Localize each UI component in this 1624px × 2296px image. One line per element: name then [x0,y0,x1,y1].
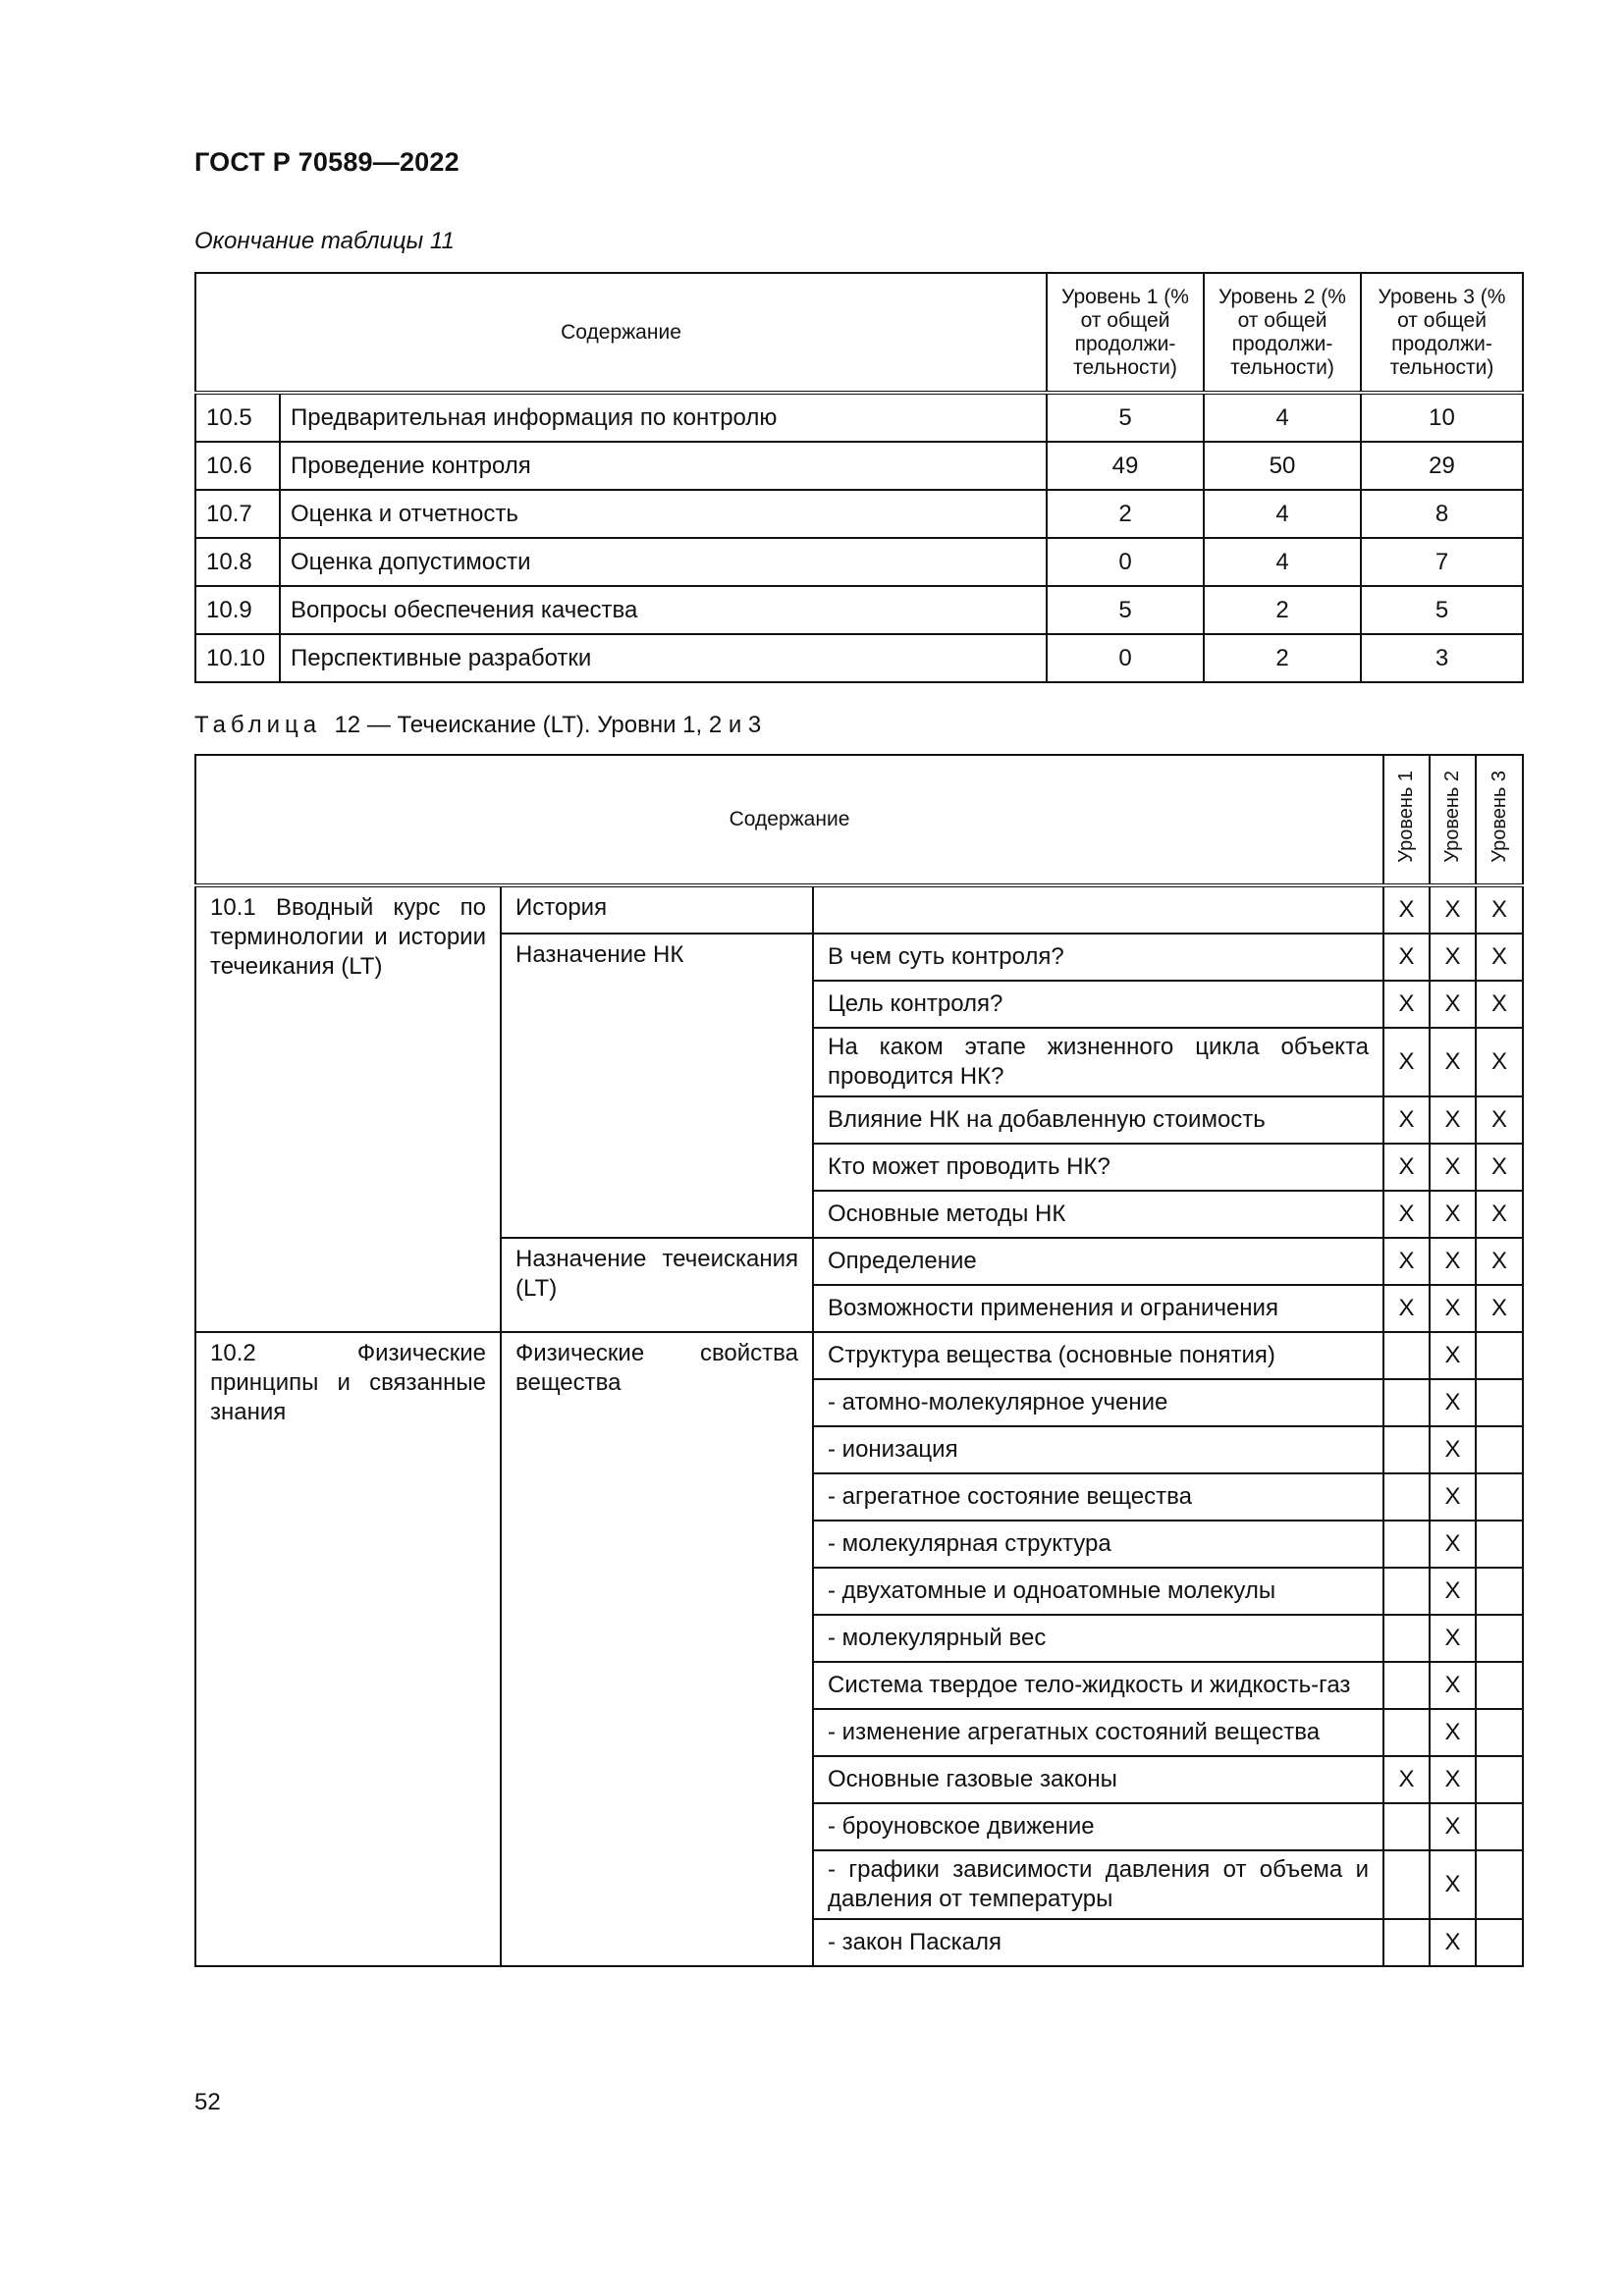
row-title-cell: Оценка допустимости [280,538,1047,586]
level1-cell [1383,1803,1430,1850]
level2-cell: X [1430,1144,1476,1191]
topic-cell: - изменение агрегатных состояний вещества [813,1709,1383,1756]
level3-cell [1476,1662,1523,1709]
level3-cell: X [1476,981,1523,1028]
topic-cell: Возможности применения и ограничения [813,1285,1383,1332]
level2-cell: X [1430,1615,1476,1662]
column-header-content: Содержание [195,273,1047,393]
table-row [195,1332,1523,1379]
topic-cell: - молекулярный вес [813,1615,1383,1662]
table-row [195,490,1523,538]
level3-cell: 5 [1361,586,1523,634]
level2-cell: X [1430,934,1476,981]
level3-cell: X [1476,1285,1523,1332]
level1-cell: X [1383,981,1430,1028]
level3-cell [1476,1426,1523,1473]
level1-cell [1383,1473,1430,1521]
level2-cell: 2 [1204,634,1361,682]
level2-cell: 4 [1204,538,1361,586]
level1-cell [1383,1426,1430,1473]
level2-cell: 4 [1204,490,1361,538]
level1-cell: X [1383,1756,1430,1803]
level3-cell: X [1476,934,1523,981]
topic-cell: Основные газовые законы [813,1756,1383,1803]
level1-cell [1383,1615,1430,1662]
topic-cell: Система твердое тело-жидкость и жидкость-газ [813,1662,1383,1709]
table12-caption [194,712,761,739]
level3-cell: 8 [1361,490,1523,538]
level1-cell: X [1383,1096,1430,1144]
column-header-level2: Уровень 2 [1430,755,1476,885]
page-number: 52 [194,2089,221,2115]
table-row [195,885,1523,934]
topic-cell: - броуновское движение [813,1803,1383,1850]
topic-cell: На каком этапе жизненного цикла объекта проводится НК? [813,1028,1383,1096]
topic-cell: - агрегатное состояние вещества [813,1473,1383,1521]
level3-cell: X [1476,1191,1523,1238]
level2-cell: X [1430,1285,1476,1332]
level1-cell: 0 [1047,634,1204,682]
row-number-cell: 10.5 [195,393,280,442]
topic-cell: Влияние НК на добавленную стоимость [813,1096,1383,1144]
topic-cell: Цель контроля? [813,981,1383,1028]
level2-cell: X [1430,1473,1476,1521]
column-header-level1: Уровень 1 (% от общей продолжи-тельности) [1047,273,1204,393]
group-cell: Назначение НК [501,934,813,1238]
level2-cell: X [1430,1521,1476,1568]
level2-cell: X [1430,1191,1476,1238]
table12-caption-prefix: Таблица [194,712,322,738]
row-title-cell: Предварительная информация по контролю [280,393,1047,442]
section-cell: 10.1 Вводный курс по терминологии и истории течеикания (LT) [195,885,501,1332]
level3-cell [1476,1803,1523,1850]
level2-cell: X [1430,1568,1476,1615]
topic-cell: Кто может проводить НК? [813,1144,1383,1191]
level1-cell: 5 [1047,586,1204,634]
level2-cell: X [1430,1919,1476,1966]
level3-cell [1476,1332,1523,1379]
level2-cell: X [1430,1426,1476,1473]
topic-cell: Структура вещества (основные понятия) [813,1332,1383,1379]
level3-cell: X [1476,1028,1523,1096]
group-cell: Назначение течеискания (LT) [501,1238,813,1332]
row-number-cell: 10.8 [195,538,280,586]
level2-cell: X [1430,1379,1476,1426]
level1-cell: 0 [1047,538,1204,586]
level3-cell [1476,1521,1523,1568]
level2-cell: X [1430,1238,1476,1285]
table-11 [194,272,1524,683]
topic-cell: В чем суть контроля? [813,934,1383,981]
column-header-level1: Уровень 1 [1383,755,1430,885]
level2-cell: X [1430,1709,1476,1756]
level2-cell: X [1430,1756,1476,1803]
level2-cell: X [1430,1332,1476,1379]
row-title-cell: Проведение контроля [280,442,1047,490]
level2-cell: X [1430,885,1476,934]
row-number-cell: 10.7 [195,490,280,538]
level1-cell [1383,1919,1430,1966]
table-row [195,586,1523,634]
topic-cell: - атомно-молекулярное учение [813,1379,1383,1426]
table11-caption: Окончание таблицы 11 [194,228,455,254]
level1-cell: 5 [1047,393,1204,442]
level1-cell: X [1383,1191,1430,1238]
level1-cell: X [1383,934,1430,981]
level1-cell [1383,1568,1430,1615]
level3-cell [1476,1709,1523,1756]
topic-cell: - двухатомные и одноатомные молекулы [813,1568,1383,1615]
table-12 [194,754,1524,1967]
table12-caption-title: 12 — Течеискание (LT). Уровни 1, 2 и 3 [334,712,762,738]
level3-cell: X [1476,1144,1523,1191]
level2-cell: 2 [1204,586,1361,634]
table-row [195,442,1523,490]
level3-cell: X [1476,1096,1523,1144]
topic-cell: - закон Паскаля [813,1919,1383,1966]
level3-cell: X [1476,1238,1523,1285]
level1-cell: X [1383,1144,1430,1191]
topic-cell: - графики зависимости давления от объема и давления от температуры [813,1850,1383,1919]
topic-cell [813,885,1383,934]
level1-cell: X [1383,1028,1430,1096]
column-header-content: Содержание [195,755,1383,885]
level1-cell: X [1383,1238,1430,1285]
topic-cell: Определение [813,1238,1383,1285]
level3-cell [1476,1473,1523,1521]
group-cell: Физические свойства вещества [501,1332,813,1966]
level1-cell [1383,1332,1430,1379]
level3-cell: 29 [1361,442,1523,490]
level3-cell [1476,1756,1523,1803]
topic-cell: Основные методы НК [813,1191,1383,1238]
level3-cell: 10 [1361,393,1523,442]
level3-cell [1476,1568,1523,1615]
level2-cell: 4 [1204,393,1361,442]
level3-cell [1476,1919,1523,1966]
level1-cell: X [1383,885,1430,934]
level2-cell: X [1430,1096,1476,1144]
column-header-level3: Уровень 3 (% от общей продолжи-тельности) [1361,273,1523,393]
row-number-cell: 10.9 [195,586,280,634]
level3-cell: 7 [1361,538,1523,586]
row-number-cell: 10.6 [195,442,280,490]
row-title-cell: Вопросы обеспечения качества [280,586,1047,634]
level2-cell: 50 [1204,442,1361,490]
document-header: ГОСТ Р 70589—2022 [194,147,460,177]
level1-cell [1383,1521,1430,1568]
level1-cell: 49 [1047,442,1204,490]
level1-cell [1383,1709,1430,1756]
level3-cell [1476,1850,1523,1919]
level3-cell [1476,1379,1523,1426]
level2-cell: X [1430,1662,1476,1709]
level3-cell: X [1476,885,1523,934]
column-header-level2: Уровень 2 (% от общей продолжи-тельности) [1204,273,1361,393]
table-row [195,393,1523,442]
table-row [195,538,1523,586]
level1-cell: X [1383,1285,1430,1332]
column-header-level3: Уровень 3 [1476,755,1523,885]
topic-cell: - ионизация [813,1426,1383,1473]
row-number-cell: 10.10 [195,634,280,682]
level2-cell: X [1430,1028,1476,1096]
level1-cell [1383,1662,1430,1709]
level1-cell: 2 [1047,490,1204,538]
group-cell: История [501,885,813,934]
row-title-cell: Перспективные разработки [280,634,1047,682]
section-cell: 10.2 Физические принципы и связанные знания [195,1332,501,1966]
level3-cell: 3 [1361,634,1523,682]
level3-cell [1476,1615,1523,1662]
level2-cell: X [1430,1850,1476,1919]
topic-cell: - молекулярная структура [813,1521,1383,1568]
level2-cell: X [1430,1803,1476,1850]
level1-cell [1383,1379,1430,1426]
table-row [195,634,1523,682]
level2-cell: X [1430,981,1476,1028]
row-title-cell: Оценка и отчетность [280,490,1047,538]
level1-cell [1383,1850,1430,1919]
